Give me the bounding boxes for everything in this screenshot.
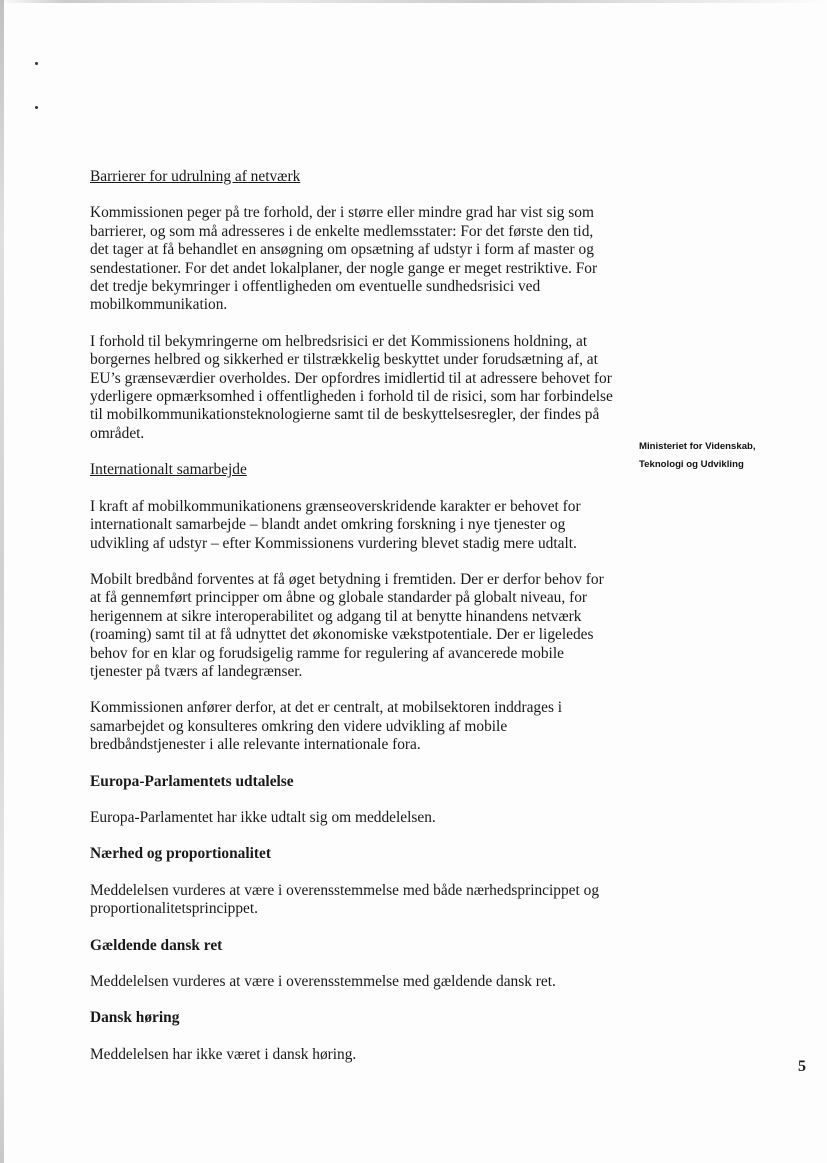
section-heading: Internationalt samarbejde bbox=[90, 461, 247, 479]
paragraph: Kommissionen anfører derfor, at det er centralt, at mobilsektoren inddrages i samarbejdet og konsulteres omkring den videre udvikling af mobile bredbåndstjenester i alle relevante internationale fora. bbox=[90, 699, 563, 754]
paragraph: Meddelelsen vurderes at være i overensstemmelse med både nærhedsprincippet og proportionalitetsprincippet. bbox=[90, 881, 600, 918]
paragraph: Europa-Parlamentet har ikke udtalt sig om meddelelsen. bbox=[90, 808, 436, 826]
paragraph: Kommissionen peger på tre forhold, der i større eller mindre grad har vist sig som barrierer, og som må adresseres i de enkelte medlemsstater: For det første den tid, det tager at få behandlet en ansøgning om opsætning af udstyr i form af master og sendestationer. For det andet lokalplaner, der nogle gange er meget restriktive. For det tredje bekymringer i offentligheden om eventuelle sundhedsrisici ved mobilkommunikation. bbox=[90, 204, 598, 314]
paragraph: I kraft af mobilkommunikationens grænseoverskridende karakter er behovet for internationalt samarbejde – blandt andet omkring forskning i nye tjenester og udvikling af udstyr – efter Kommissionens vurdering blevet stadig mere udtalt. bbox=[90, 497, 581, 552]
scan-left-edge bbox=[0, 0, 4, 1163]
scan-speck bbox=[35, 106, 38, 109]
paragraph: Meddelelsen har ikke været i dansk høring. bbox=[90, 1045, 357, 1063]
paragraph: Mobilt bredbånd forventes at få øget betydning i fremtiden. Der er derfor behov for at få gennemført principper om åbne og globale standarder på globalt niveau, for herigennem at sikre interoperabilitet og adgang til at benytte hinandens netværk (roaming) samt til at få udnyttet det økonomiske vækstpotentiale. Der er ligeledes behov for en klar og forudsigelig ramme for regulering af avancerede mobile tjenester på tværs af landegrænser. bbox=[90, 570, 604, 680]
section-heading: Dansk høring bbox=[90, 1009, 180, 1027]
page-body bbox=[90, 168, 615, 1064]
ministry-name-line: Teknologi og Udvikling bbox=[639, 458, 744, 470]
section-heading: Nærhed og proportionalitet bbox=[90, 845, 271, 863]
scan-top-edge bbox=[0, 0, 827, 3]
paragraph: I forhold til bekymringerne om helbredsrisici er det Kommissionens holdning, at borgernes helbred og sikkerhed er tilstrækkelig beskyttet under forudsætning af, at EU’s grænseværdier overholdes. Der opfordres imidlertid til at adressere behovet for yderligere opmærksomhed i offentligheden i forhold til de risici, som har forbindelse til mobilkommunikationsteknologierne samt til de beskyttelsesregler, der findes på området. bbox=[90, 332, 613, 442]
ministry-sidebar bbox=[639, 438, 809, 473]
ministry-name-line: Ministeriet for Videnskab, bbox=[639, 441, 756, 452]
paragraph: Meddelelsen vurderes at være i overensstemmelse med gældende dansk ret. bbox=[90, 973, 556, 990]
section-heading: Gældende dansk ret bbox=[90, 936, 223, 954]
scan-speck bbox=[35, 62, 38, 65]
section-heading: Europa-Parlamentets udtalelse bbox=[90, 772, 294, 790]
section-heading: Barrierer for udrulning af netværk bbox=[90, 168, 301, 185]
page-number: 5 bbox=[798, 1058, 806, 1075]
